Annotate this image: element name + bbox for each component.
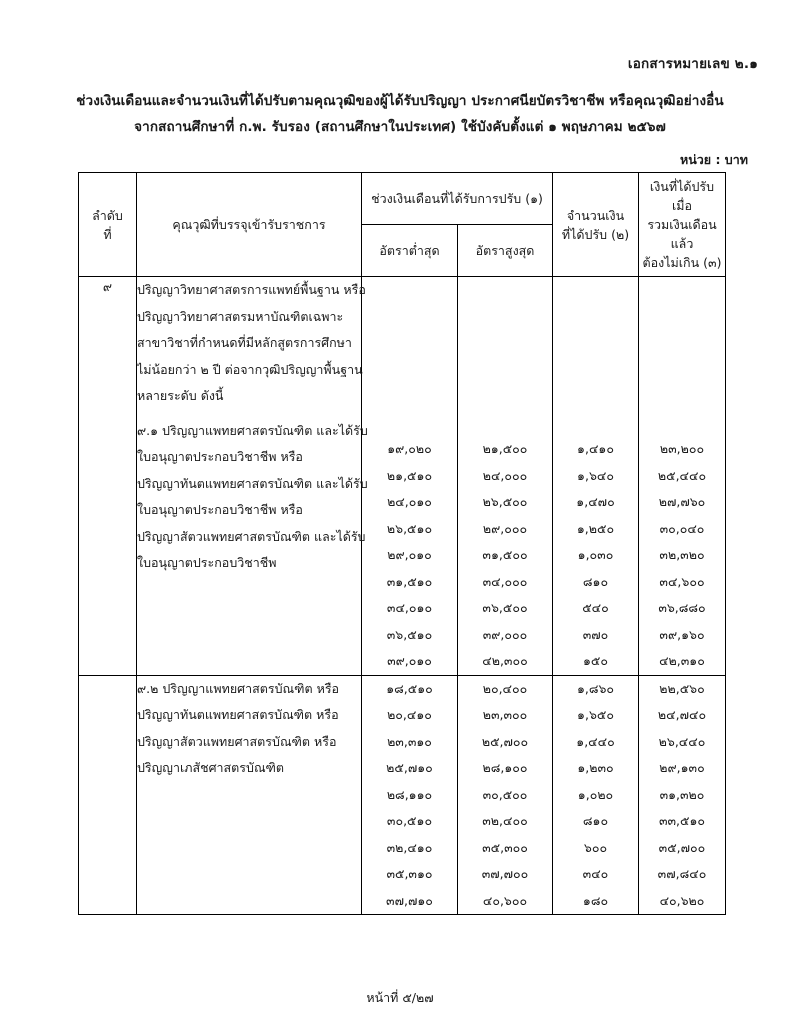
value-cell: ๓๒,๔๐๐ [482, 813, 528, 828]
value-cell: ๒๓,๓๐๐ [482, 707, 528, 722]
value-cell: ๒๖,๔๔๐ [658, 733, 706, 749]
value-cell: ๓๗,๘๔๐ [657, 866, 707, 881]
value-cell: ๔๒,๓๐๐ [482, 653, 528, 668]
value-cell: ๑,๐๓๐ [577, 547, 614, 562]
document-number-label: เอกสารหมายเลข ๒.๑ [627, 56, 758, 72]
value-spacer [362, 383, 457, 410]
value-cell: ๑๘๐ [582, 892, 609, 908]
qualification-intro-line: ปริญญาวิทยาศาสตรมหาบัณฑิตเฉพาะ [137, 308, 344, 324]
qualification-line: ๙.๒ ปริญญาแพทยศาสตรบัณฑิต หรือ [137, 680, 340, 696]
salary-table-container [78, 172, 725, 915]
qualification-intro-line: สาขาวิชาที่กำหนดที่มีหลักสูตรการศึกษา [137, 335, 352, 350]
value-cell: ๒๕,๗๐๐ [481, 733, 529, 749]
value-cell: ๓๒,๓๒๐ [659, 547, 705, 562]
qualification-line: ปริญญาสัตวแพทยศาสตรบัณฑิต หรือ [137, 733, 337, 749]
value-cell: ๓๐,๕๑๐ [386, 813, 433, 828]
value-cell: ๒๔,๗๔๐ [657, 707, 707, 722]
value-spacer [639, 383, 725, 410]
value-cell: ๒๕,๔๔๐ [657, 467, 707, 483]
value-spacer [458, 277, 552, 304]
value-cell: ๒๖,๕๐๐ [482, 494, 528, 509]
value-cell: ๓๑,๕๑๐ [386, 573, 433, 589]
value-cell: ๒๗,๗๖๐ [658, 494, 706, 509]
qualification-line: ปริญญาทันตแพทยศาสตรบัณฑิต และได้รับ [137, 475, 368, 491]
value-cell: ๓๗๐ [582, 626, 609, 642]
salary-adjustment-table [78, 172, 726, 915]
value-spacer [553, 383, 638, 410]
value-cell: ๓๙,๐๑๐ [387, 653, 432, 668]
qualification-line: ใบอนุญาตประกอบวิชาชีพ หรือ [137, 449, 303, 464]
value-cell: ๒๓,๒๐๐ [659, 441, 705, 456]
title-line-2: จากสถานศึกษาที่ ก.พ. รับรอง (สถานศึกษาในประเทศ) ใช้บังคับตั้งแต่ ๑ พฤษภาคม ๒๕๖๗ [134, 119, 666, 135]
value-spacer [639, 277, 725, 304]
value-cell: ๒๐,๔๐๐ [482, 680, 528, 696]
value-cell: ๓๖,๕๑๐ [386, 626, 433, 642]
col-header-adjust-amount-line2: ที่ได้ปรับ (๒) [561, 226, 630, 242]
value-spacer [362, 304, 457, 331]
table-header-row-1 [79, 173, 726, 225]
value-cell: ๒๐,๔๑๐ [387, 707, 432, 722]
value-cell: ๒๒,๕๖๐ [659, 680, 705, 696]
col-header-salary-range-group: ช่วงเงินเดือนที่ได้รับการปรับ (๑) [362, 173, 553, 225]
row-order-number: ๙ [79, 277, 137, 676]
value-cell: ๒๓,๓๑๐ [387, 733, 432, 749]
value-cell: ๓๑,๕๐๐ [482, 547, 528, 562]
qualification-line: ปริญญาทันตแพทยศาสตรบัณฑิต หรือ [137, 707, 339, 722]
value-cell: ๑๙,๐๒๐ [387, 441, 432, 456]
qualification-line: ใบอนุญาตประกอบวิชาชีพ [137, 555, 277, 570]
value-cell: ๒๘,๑๐๐ [482, 760, 528, 775]
value-cell: ๑๘,๕๑๐ [386, 680, 433, 696]
value-cell: ๖๐๐ [583, 839, 608, 855]
value-cell: ๓๕,๗๐๐ [658, 839, 706, 855]
value-cell: ๑,๔๑๐ [577, 441, 614, 456]
value-spacer [362, 410, 457, 437]
value-spacer [458, 330, 552, 357]
value-cell: ๓๔,๐๑๐ [386, 600, 433, 615]
value-cell: ๑,๘๖๐ [576, 680, 615, 696]
value-spacer [362, 330, 457, 357]
page-footer: หน้าที่ ๕/๒๗ [366, 990, 434, 1005]
value-cell: ๓๐,๐๔๐ [659, 520, 705, 536]
table-body [79, 277, 726, 915]
value-spacer [458, 357, 552, 384]
row-max-rate [458, 675, 553, 915]
value-cell: ๓๔,๖๐๐ [659, 573, 705, 589]
value-cell: ๑,๖๕๐ [577, 707, 614, 722]
value-cell: ๑,๐๒๐ [577, 786, 614, 802]
value-cell: ๒๑,๕๐๐ [482, 441, 528, 456]
qualification-intro-line: ไม่น้อยกว่า ๒ ปี ต่อจากวุฒิปริญญาพื้นฐาน [137, 361, 363, 377]
row-total-cap [639, 675, 726, 915]
value-cell: ๒๘,๑๑๐ [386, 786, 433, 802]
value-cell: ๒๙,๑๓๐ [659, 760, 705, 775]
col-header-total-cap-line3: ต้องไม่เกิน (๓) [642, 255, 722, 270]
col-header-max-rate: อัตราสูงสุด [458, 225, 553, 277]
value-cell: ๓๗,๗๑๐ [386, 892, 433, 908]
value-spacer [458, 304, 552, 331]
value-cell: ๔๒,๓๑๐ [659, 653, 705, 668]
value-cell: ๓๑,๓๒๐ [659, 786, 705, 802]
value-spacer [458, 383, 552, 410]
value-cell: ๓๒,๔๑๐ [386, 839, 433, 855]
value-spacer [553, 277, 638, 304]
col-header-adjust-amount-line1: จำนวนเงิน [566, 207, 625, 223]
value-cell: ๕๔๐ [582, 600, 609, 615]
value-spacer [362, 357, 457, 384]
value-cell: ๓๙,๑๖๐ [659, 626, 705, 642]
value-cell: ๔๐,๖๒๐ [659, 892, 705, 908]
row-qualification [137, 277, 368, 676]
value-spacer [639, 410, 725, 437]
value-spacer [362, 277, 457, 304]
col-header-total-cap-line2: รวมเงินเดือนแล้ว [647, 217, 717, 251]
col-header-min-rate: อัตราต่ำสุด [362, 225, 458, 277]
value-spacer [639, 304, 725, 331]
value-spacer [639, 330, 725, 357]
col-header-qualification: คุณวุฒิที่บรรจุเข้ารับราชการ [137, 173, 362, 277]
title-line-1: ช่วงเงินเดือนและจำนวนเงินที่ได้ปรับตามคุณวุฒิของผู้ได้รับปริญญา ประกาศนียบัตรวิชาชีพ หรือคุณวุฒิอย่างอื่น [76, 93, 724, 109]
qualification-intro-line: หลายระดับ ดังนี้ [137, 388, 224, 403]
value-cell: ๓๐,๕๐๐ [482, 786, 528, 802]
value-cell: ๘๑๐ [582, 573, 609, 589]
value-cell: ๔๐,๖๐๐ [482, 892, 528, 908]
value-spacer [458, 410, 552, 437]
value-cell: ๑,๔๗๐ [576, 494, 615, 509]
value-cell: ๓๓,๕๑๐ [658, 813, 706, 828]
row-min-rate [362, 675, 458, 915]
value-cell: ๓๖,๘๘๐ [658, 600, 706, 615]
value-cell: ๑,๔๔๐ [576, 733, 615, 749]
qualification-intro-line: ปริญญาวิทยาศาสตรการแพทย์พื้นฐาน หรือ [137, 282, 366, 297]
value-cell: ๒๑,๕๑๐ [386, 467, 433, 483]
col-header-total-cap-line1: เงินที่ได้ปรับเมื่อ [649, 179, 715, 213]
value-cell: ๓๕,๓๑๐ [386, 866, 433, 881]
value-spacer [639, 357, 725, 384]
value-cell: ๒๔,๐๐๐ [482, 467, 528, 483]
row-total-cap [639, 277, 726, 676]
document-title [0, 88, 800, 140]
value-spacer [553, 330, 638, 357]
row-order-number [79, 675, 137, 915]
value-cell: ๒๖,๕๑๐ [386, 520, 433, 536]
value-cell: ๓๔๐ [582, 866, 609, 881]
row-max-rate [458, 277, 553, 676]
row-min-rate [362, 277, 458, 676]
col-header-order-line1: ลำดับ [92, 207, 123, 223]
value-cell: ๒๙,๐๐๐ [482, 520, 528, 536]
value-cell: ๓๗,๗๐๐ [481, 866, 529, 881]
value-spacer [553, 410, 638, 437]
table-row [79, 277, 726, 676]
col-header-total-cap [639, 173, 726, 277]
qualification-line: ๙.๑ ปริญญาแพทยศาสตรบัณฑิต และได้รับ [137, 422, 368, 438]
table-header [79, 173, 726, 277]
value-cell: ๒๔,๐๑๐ [387, 494, 432, 509]
qualification-line: ปริญญาสัตวแพทยศาสตรบัณฑิต และได้รับ [137, 528, 366, 544]
value-cell: ๑๕๐ [582, 653, 609, 668]
table-row [79, 675, 726, 915]
value-cell: ๓๖,๕๐๐ [482, 600, 528, 615]
value-cell: ๑,๒๕๐ [576, 520, 615, 536]
value-cell: ๓๕,๓๐๐ [482, 839, 528, 855]
col-header-order [79, 173, 137, 277]
col-header-adjust-amount [553, 173, 639, 277]
value-cell: ๘๑๐ [582, 813, 609, 828]
value-cell: ๓๙,๐๐๐ [482, 626, 528, 642]
value-cell: ๓๔,๐๐๐ [482, 573, 528, 589]
col-header-order-line2: ที่ [103, 226, 112, 242]
value-cell: ๑,๒๓๐ [577, 760, 614, 775]
row-adjust-amount [553, 277, 639, 676]
value-spacer [553, 304, 638, 331]
value-spacer [553, 357, 638, 384]
row-qualification [137, 675, 362, 915]
value-cell: ๒๙,๐๑๐ [387, 547, 432, 562]
value-cell: ๑,๖๔๐ [577, 467, 614, 483]
value-cell: ๒๕,๗๑๐ [386, 760, 433, 775]
qualification-line: ปริญญาเภสัชศาสตรบัณฑิต [137, 760, 285, 775]
unit-note: หน่วย : บาท [679, 152, 748, 167]
qualification-spacer [137, 410, 361, 418]
row-adjust-amount [553, 675, 639, 915]
qualification-line: ใบอนุญาตประกอบวิชาชีพ หรือ [137, 502, 303, 517]
